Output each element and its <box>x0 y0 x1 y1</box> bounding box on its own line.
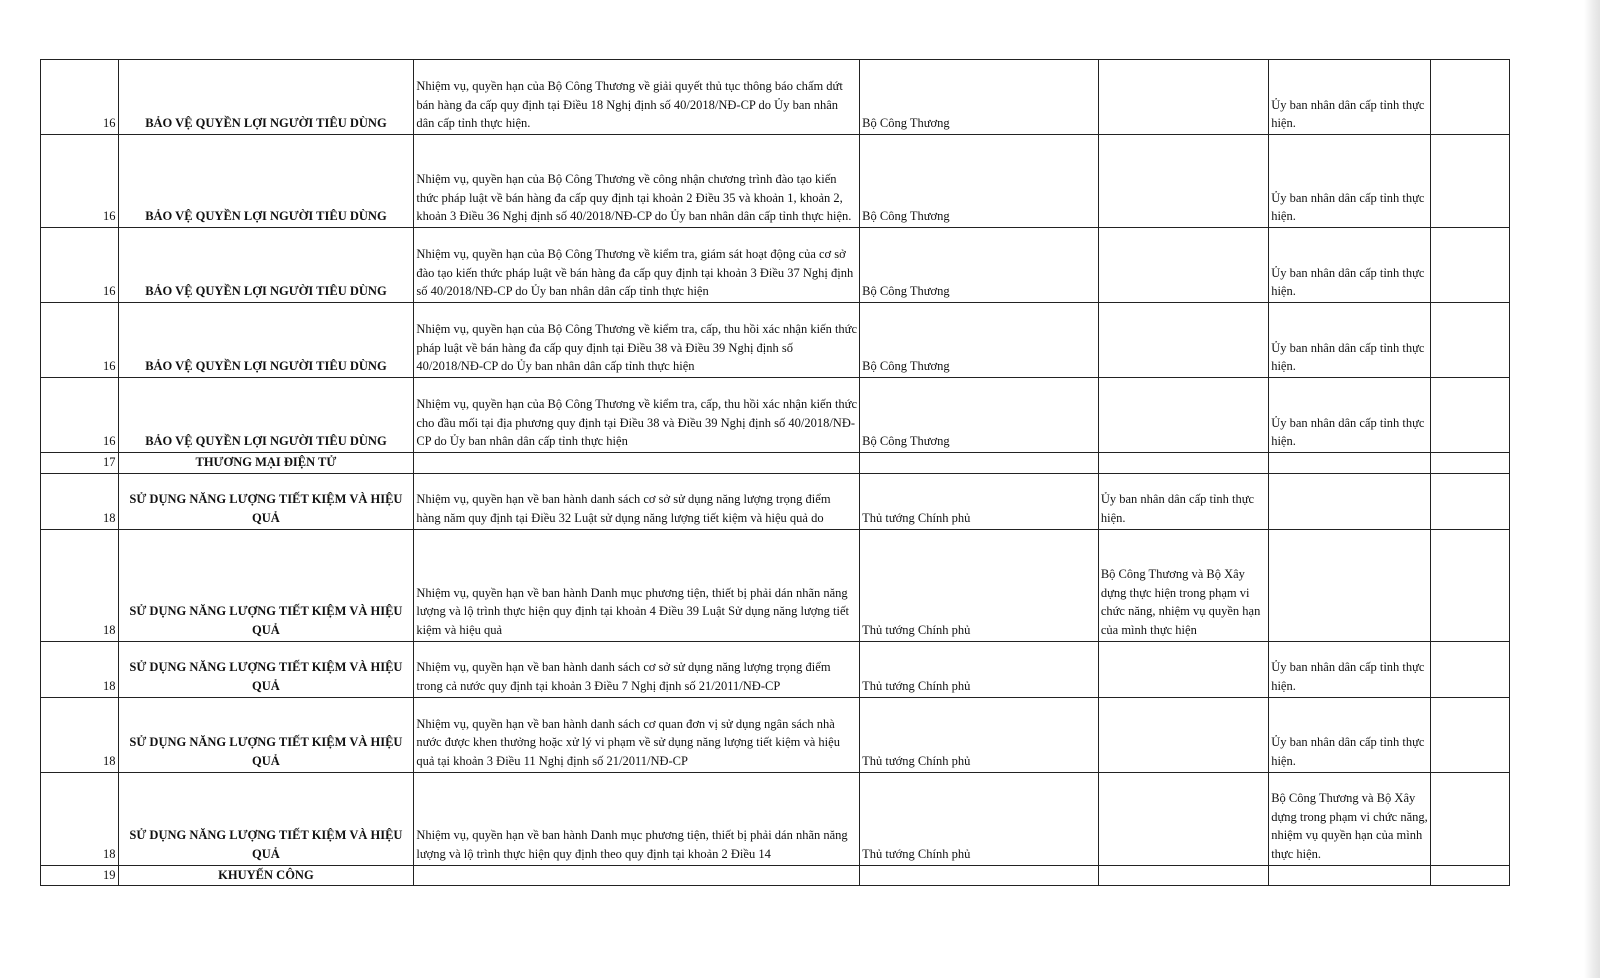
row-number: 19 <box>41 865 119 886</box>
delegated-to <box>1269 453 1431 474</box>
table-row <box>41 303 1510 378</box>
current-authority: Thủ tướng Chính phủ <box>860 473 1099 529</box>
task-description: Nhiệm vụ, quyền hạn về ban hành Danh mục phương tiện, thiết bị phải dán nhãn năng lượng và lộ trình thực hiện quy định tại khoản 4 Điều 39 Luật Sử dụng năng lượng tiết kiệm và hiệu quả <box>414 529 860 641</box>
delegated-to: Ủy ban nhân dân cấp tỉnh thực hiện. <box>1269 303 1431 378</box>
task-description: Nhiệm vụ, quyền hạn về ban hành Danh mục phương tiện, thiết bị phải dán nhãn năng lượng và lộ trình thực hiện quy định theo quy định tại khoản 2 Điều 14 <box>414 772 860 865</box>
field-name: SỬ DỤNG NĂNG LƯỢNG TIẾT KIỆM VÀ HIỆU QUẢ <box>118 529 414 641</box>
table-row <box>41 473 1510 529</box>
current-authority: Thủ tướng Chính phủ <box>860 641 1099 697</box>
note-cell <box>1431 60 1510 135</box>
current-authority: Thủ tướng Chính phủ <box>860 772 1099 865</box>
delegated-to: Ủy ban nhân dân cấp tỉnh thực hiện. <box>1269 135 1431 228</box>
current-authority: Bộ Công Thương <box>860 378 1099 453</box>
delegated-to: Ủy ban nhân dân cấp tỉnh thực hiện. <box>1269 60 1431 135</box>
row-number: 18 <box>41 641 119 697</box>
decentralized-to <box>1098 378 1268 453</box>
current-authority <box>860 453 1099 474</box>
table-row <box>41 529 1510 641</box>
note-cell <box>1431 303 1510 378</box>
decentralized-to <box>1098 303 1268 378</box>
delegated-to: Bộ Công Thương và Bộ Xây dựng trong phạm vi chức năng, nhiệm vụ quyền hạn của mình thực hiện. <box>1269 772 1431 865</box>
field-name: BẢO VỆ QUYỀN LỢI NGƯỜI TIÊU DÙNG <box>118 228 414 303</box>
note-cell <box>1431 378 1510 453</box>
note-cell <box>1431 135 1510 228</box>
field-name: BẢO VỆ QUYỀN LỢI NGƯỜI TIÊU DÙNG <box>118 135 414 228</box>
field-name: BẢO VỆ QUYỀN LỢI NGƯỜI TIÊU DÙNG <box>118 378 414 453</box>
row-number: 18 <box>41 473 119 529</box>
task-description: Nhiệm vụ, quyền hạn của Bộ Công Thương về giải quyết thủ tục thông báo chấm dứt bán hàng đa cấp quy định tại Điều 18 Nghị định số 40/2018/NĐ-CP do Ủy ban nhân dân cấp tỉnh thực hiện. <box>414 60 860 135</box>
table-row <box>41 135 1510 228</box>
task-description: Nhiệm vụ, quyền hạn về ban hành danh sách cơ sở sử dụng năng lượng trọng điểm trong cả nước quy định tại khoản 3 Điều 7 Nghị định số 21/2011/NĐ-CP <box>414 641 860 697</box>
current-authority: Thủ tướng Chính phủ <box>860 697 1099 772</box>
field-name: THƯƠNG MẠI ĐIỆN TỬ <box>118 453 414 474</box>
current-authority: Thủ tướng Chính phủ <box>860 529 1099 641</box>
table-row <box>41 228 1510 303</box>
note-cell <box>1431 529 1510 641</box>
decentralized-to <box>1098 453 1268 474</box>
note-cell <box>1431 697 1510 772</box>
decentralized-to <box>1098 60 1268 135</box>
row-number: 16 <box>41 228 119 303</box>
current-authority: Bộ Công Thương <box>860 303 1099 378</box>
table-row <box>41 453 1510 474</box>
task-description: Nhiệm vụ, quyền hạn của Bộ Công Thương về kiểm tra, giám sát hoạt động của cơ sở đào tạo kiến thức pháp luật về bán hàng đa cấp quy định tại khoản 3 Điều 37 Nghị định số 40/2018/NĐ-CP do Ủy ban nhân dân cấp tỉnh thực hiện <box>414 228 860 303</box>
field-name: SỬ DỤNG NĂNG LƯỢNG TIẾT KIỆM VÀ HIỆU QUẢ <box>118 473 414 529</box>
row-number: 16 <box>41 378 119 453</box>
field-name: KHUYẾN CÔNG <box>118 865 414 886</box>
decentralized-to <box>1098 697 1268 772</box>
delegated-to: Ủy ban nhân dân cấp tỉnh thực hiện. <box>1269 697 1431 772</box>
delegated-to <box>1269 473 1431 529</box>
decentralized-to: Ủy ban nhân dân cấp tỉnh thực hiện. <box>1098 473 1268 529</box>
field-name: SỬ DỤNG NĂNG LƯỢNG TIẾT KIỆM VÀ HIỆU QUẢ <box>118 772 414 865</box>
task-description: Nhiệm vụ, quyền hạn về ban hành danh sách cơ quan đơn vị sử dụng ngân sách nhà nước được khen thưởng hoặc xử lý vi phạm về sử dụng năng lượng tiết kiệm và hiệu quả tại khoản 3 Điều 11 Nghị định số 21/2011/NĐ-CP <box>414 697 860 772</box>
row-number: 16 <box>41 60 119 135</box>
row-number: 16 <box>41 135 119 228</box>
delegated-to: Ủy ban nhân dân cấp tỉnh thực hiện. <box>1269 228 1431 303</box>
task-description: Nhiệm vụ, quyền hạn của Bộ Công Thương về kiểm tra, cấp, thu hồi xác nhận kiến thức cho đầu mối tại địa phương quy định tại Điều 38 và Điều 39 Nghị định số 40/2018/NĐ-CP do Ủy ban nhân dân cấp tỉnh thực hiện <box>414 378 860 453</box>
field-name: BẢO VỆ QUYỀN LỢI NGƯỜI TIÊU DÙNG <box>118 303 414 378</box>
decentralized-to <box>1098 865 1268 886</box>
field-name: SỬ DỤNG NĂNG LƯỢNG TIẾT KIỆM VÀ HIỆU QUẢ <box>118 641 414 697</box>
table-row <box>41 697 1510 772</box>
current-authority: Bộ Công Thương <box>860 135 1099 228</box>
current-authority: Bộ Công Thương <box>860 60 1099 135</box>
delegated-to: Ủy ban nhân dân cấp tỉnh thực hiện. <box>1269 378 1431 453</box>
table-row <box>41 60 1510 135</box>
task-description: Nhiệm vụ, quyền hạn của Bộ Công Thương về công nhận chương trình đào tạo kiến thức pháp luật về bán hàng đa cấp quy định tại khoản 2 Điều 35 và khoản 1, khoản 2, khoản 3 Điều 36 Nghị định số 40/2018/NĐ-CP do Ủy ban nhân dân cấp tỉnh thực hiện. <box>414 135 860 228</box>
task-description <box>414 865 860 886</box>
note-cell <box>1431 228 1510 303</box>
table-body <box>41 60 1510 886</box>
decentralized-to <box>1098 641 1268 697</box>
task-description: Nhiệm vụ, quyền hạn của Bộ Công Thương về kiểm tra, cấp, thu hồi xác nhận kiến thức pháp luật về bán hàng đa cấp quy định tại Điều 38 và Điều 39 Nghị định số 40/2018/NĐ-CP do Ủy ban nhân dân cấp tỉnh thực hiện <box>414 303 860 378</box>
delegated-to <box>1269 865 1431 886</box>
task-description <box>414 453 860 474</box>
table-row <box>41 378 1510 453</box>
field-name: SỬ DỤNG NĂNG LƯỢNG TIẾT KIỆM VÀ HIỆU QUẢ <box>118 697 414 772</box>
decentralized-to: Bộ Công Thương và Bộ Xây dựng thực hiện trong phạm vi chức năng, nhiệm vụ quyền hạn của mình thực hiện <box>1098 529 1268 641</box>
note-cell <box>1431 453 1510 474</box>
table-row <box>41 772 1510 865</box>
note-cell <box>1431 641 1510 697</box>
row-number: 18 <box>41 772 119 865</box>
field-name: BẢO VỆ QUYỀN LỢI NGƯỜI TIÊU DÙNG <box>118 60 414 135</box>
current-authority: Bộ Công Thương <box>860 228 1099 303</box>
row-number: 18 <box>41 529 119 641</box>
delegated-to: Ủy ban nhân dân cấp tỉnh thực hiện. <box>1269 641 1431 697</box>
table-row <box>41 641 1510 697</box>
task-description: Nhiệm vụ, quyền hạn về ban hành danh sách cơ sở sử dụng năng lượng trọng điểm hàng năm quy định tại Điều 32 Luật sử dụng năng lượng tiết kiệm và hiệu quả do <box>414 473 860 529</box>
current-authority <box>860 865 1099 886</box>
delegated-to <box>1269 529 1431 641</box>
decentralized-to <box>1098 135 1268 228</box>
row-number: 17 <box>41 453 119 474</box>
decentralization-table <box>40 59 1510 886</box>
note-cell <box>1431 865 1510 886</box>
decentralized-to <box>1098 772 1268 865</box>
note-cell <box>1431 772 1510 865</box>
row-number: 18 <box>41 697 119 772</box>
row-number: 16 <box>41 303 119 378</box>
scan-shadow-edge <box>1584 0 1600 978</box>
note-cell <box>1431 473 1510 529</box>
decentralized-to <box>1098 228 1268 303</box>
table-row <box>41 865 1510 886</box>
